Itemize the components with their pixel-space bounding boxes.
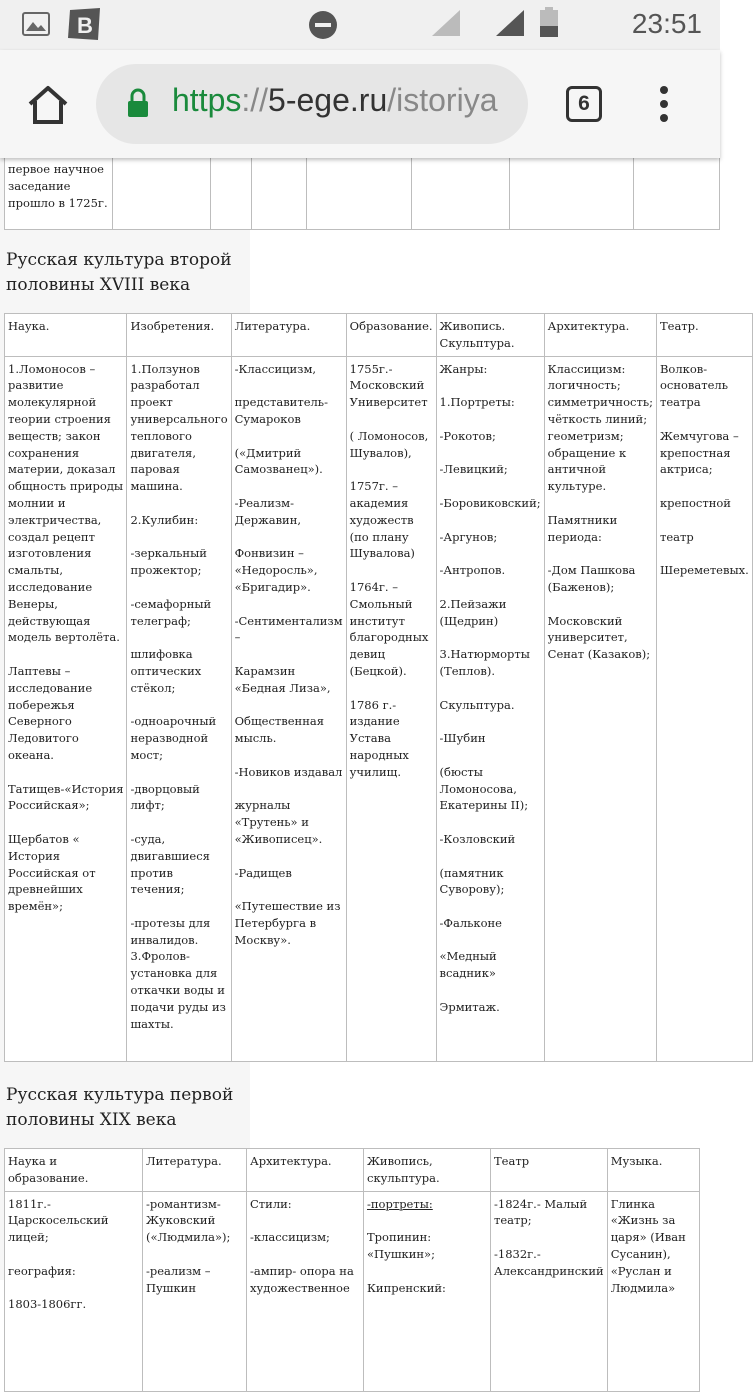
education-text: 1786 г.- издание Устава народных училищ. xyxy=(349,697,409,779)
cell-architecture xyxy=(247,1191,364,1391)
painting-text: 1.Портреты: xyxy=(439,395,515,410)
url-separator: :// xyxy=(241,82,269,118)
painting-text: (памятник Суворову); xyxy=(439,865,505,897)
section2-heading xyxy=(6,1083,233,1133)
status-time: 23:51 xyxy=(631,8,702,39)
section1-title-line2: половины XVIII века xyxy=(6,275,191,295)
music-text: Глинка «Жизнь за царя» (Иван Сусанин), «Руслан и Людмила» xyxy=(610,1196,686,1295)
inventions-text: -одноарочный неразводной мост; xyxy=(130,714,217,762)
literature-text: -реализм – Пушкин xyxy=(146,1263,211,1295)
section2-title-line1: Русская культура первой xyxy=(6,1085,234,1105)
inventions-text: -зеркальный прожектор; xyxy=(130,546,207,578)
inventions-text: 3.Фролов-установка для откачки воды и подачи руды из шахты. xyxy=(130,949,226,1031)
lock-icon xyxy=(126,88,150,118)
theatre-text: -1832г.- Александринский xyxy=(494,1246,604,1278)
top-cell-line-2: заседание xyxy=(8,178,71,193)
architecture-text: Стили: xyxy=(250,1196,292,1211)
header-literature: Литература. xyxy=(231,314,346,357)
painting-text: -Антропов. xyxy=(439,563,506,578)
section1-heading xyxy=(6,248,232,298)
painting-text: Скульптура. xyxy=(439,697,515,712)
painting-text: -портреты: xyxy=(367,1196,433,1211)
painting-text: -Левицкий; xyxy=(439,462,508,477)
education-text: 1755г.-Московский Университет xyxy=(349,361,428,410)
science-text: Татищев-«История Российская»; xyxy=(8,781,124,813)
education-text: 1757г. – академия художеств (по плану Шувалова) xyxy=(349,479,415,561)
science-text: Щербатов « История Российская от древнейших времён»; xyxy=(8,831,96,914)
svg-text:B: B xyxy=(77,13,93,38)
top-cell-line-1: первое научное xyxy=(8,162,104,176)
painting-text: -Козловский xyxy=(439,831,516,846)
section1-table xyxy=(4,313,753,1062)
painting-text: -Аргунов; xyxy=(439,529,498,544)
cell-science xyxy=(5,356,127,1061)
cell-inventions xyxy=(127,356,231,1061)
literature-text: -Реализм-Державин, xyxy=(234,495,302,527)
header-inventions: Изобретения. xyxy=(127,314,231,357)
science-education-text: 1803-1806гг. xyxy=(8,1297,87,1312)
painting-text: -Фальконе xyxy=(439,915,502,930)
education-text: ( Ломоносов, Шувалов), xyxy=(349,428,429,460)
header-science-education: Наука и образование. xyxy=(5,1149,143,1192)
inventions-text: -дворцовый лифт; xyxy=(130,781,200,813)
architecture-text: Классицизм: логичность; симметричность; чёткость линий; геометризм; обращение к античной культуре. xyxy=(547,361,653,494)
header-literature: Литература. xyxy=(143,1149,247,1192)
overflow-menu-icon[interactable] xyxy=(656,84,672,124)
painting-text: Кипренский: xyxy=(367,1280,446,1295)
page-content xyxy=(0,158,749,1312)
literature-text: «Путешествие из Петербурга в Москву». xyxy=(234,899,341,947)
url-path: /istoriya xyxy=(387,82,498,118)
url-domain: 5-ege.ru xyxy=(268,82,388,118)
battery-icon xyxy=(538,6,560,38)
science-education-text: 1811г.- Царскосельский лицей; xyxy=(8,1196,109,1245)
image-icon xyxy=(22,12,50,36)
b-app-icon xyxy=(66,6,102,42)
architecture-text: -ампир- опора на художественное xyxy=(250,1263,354,1295)
painting-text: Тропинин: «Пушкин»; xyxy=(367,1230,435,1261)
inventions-text: -суда, двигавшиеся против течения; xyxy=(130,831,210,897)
painting-text: «Медный всадник» xyxy=(439,949,497,981)
browser-toolbar xyxy=(0,50,720,158)
url-scheme: https xyxy=(172,82,242,118)
tab-switcher-button[interactable] xyxy=(566,86,602,122)
header-architecture: Архитектура. xyxy=(544,314,656,357)
cell-theatre xyxy=(656,356,752,1061)
science-text: 1.Ломоносов – развитие молекулярной теории строения веществ; закон сохранения материи, доказал общность природы молнии и электричества, создал рецепт изготовления смальты, исследование Венеры, действующая модель вертолёта. xyxy=(8,361,124,645)
inventions-text: шлифовка оптических стёкол; xyxy=(130,647,202,695)
theatre-text: театр xyxy=(659,529,694,544)
section2-title-line2: половины XIX века xyxy=(6,1110,177,1130)
painting-text: Жанры: xyxy=(439,361,488,376)
theatre-text: -1824г.- Малый театр; xyxy=(494,1196,588,1228)
cell-literature xyxy=(231,356,346,1061)
top-cell-line-3: прошло в 1725г. xyxy=(8,195,108,210)
inventions-text: 2.Кулибин: xyxy=(130,512,199,527)
cell-literature xyxy=(143,1191,247,1391)
signal-empty-icon xyxy=(430,8,462,38)
science-education-text: география: xyxy=(8,1263,76,1278)
education-text: 1764г. – Смольный институт благородных девиц (Бецкой). xyxy=(349,579,429,678)
literature-text: Общественная мысль. xyxy=(234,714,324,746)
painting-text: -Рокотов; xyxy=(439,428,496,443)
literature-text: -Сентиментализм – xyxy=(234,613,343,645)
inventions-text: 1.Ползунов разработал проект универсального теплового двигателя, паровая машина. xyxy=(130,361,228,494)
architecture-text: -классицизм; xyxy=(250,1230,330,1245)
painting-text: Эрмитаж. xyxy=(439,999,500,1014)
do-not-disturb-icon xyxy=(308,10,338,40)
address-bar[interactable] xyxy=(96,64,528,144)
architecture-text: Московский университет, Сенат (Казаков); xyxy=(547,613,651,662)
literature-text: представитель-Сумароков xyxy=(234,395,328,426)
top-table-cell xyxy=(5,149,113,230)
signal-icon xyxy=(494,8,526,38)
architecture-text: Памятники периода: xyxy=(547,512,618,544)
science-text: Лаптевы – исследование побережья Северного Ледовитого океана. xyxy=(8,663,93,762)
literature-text: журналы «Трутень» и «Живописец». xyxy=(234,798,323,846)
section2-table xyxy=(4,1148,700,1392)
cell-theatre xyxy=(491,1191,608,1391)
painting-text: 2.Пейзажи (Щедрин) xyxy=(439,596,507,628)
url-text[interactable] xyxy=(172,82,497,119)
header-theatre: Театр. xyxy=(656,314,752,357)
literature-text: -Новиков издавал xyxy=(234,764,343,779)
home-icon[interactable] xyxy=(26,84,70,126)
literature-text: Фонвизин – «Недоросль», «Бригадир». xyxy=(234,546,318,594)
tab-count: 6 xyxy=(578,92,590,115)
painting-text: -Шубин xyxy=(439,731,486,746)
cell-painting xyxy=(436,356,544,1061)
architecture-text: -Дом Пашкова (Баженов); xyxy=(547,563,636,594)
theatre-text: Шереметевых. xyxy=(659,563,749,578)
literature-text: Карамзин «Бедная Лиза», xyxy=(234,663,331,695)
header-painting: Живопись, скульптура. xyxy=(364,1149,491,1192)
literature-text: -романтизм- Жуковский («Людмила»); xyxy=(146,1196,231,1245)
cell-architecture xyxy=(544,356,656,1061)
header-science: Наука. xyxy=(5,314,127,357)
section1-title-line1: Русская культура второй xyxy=(6,250,232,270)
header-music: Музыка. xyxy=(607,1149,699,1192)
inventions-text: -протезы для инвалидов. xyxy=(130,915,211,947)
cell-science-education xyxy=(5,1191,143,1391)
header-architecture: Архитектура. xyxy=(247,1149,364,1192)
inventions-text: -семафорный телеграф; xyxy=(130,596,212,628)
header-education: Образование. xyxy=(346,314,436,357)
literature-text: -Радищев xyxy=(234,865,292,880)
literature-text: («Дмитрий Самозванец»). xyxy=(234,445,323,477)
cell-painting xyxy=(364,1191,491,1391)
cell-education xyxy=(346,356,436,1061)
top-table xyxy=(4,148,720,230)
theatre-text: Жемчугова – крепостная актриса; xyxy=(659,428,739,477)
painting-text: -Боровиковский; xyxy=(439,495,541,510)
header-theatre: Театр xyxy=(491,1149,608,1192)
theatre-text: Волков-основатель театра xyxy=(659,361,728,410)
theatre-text: крепостной xyxy=(659,495,731,510)
status-bar xyxy=(0,0,720,50)
painting-text: (бюсты Ломоносова, Екатерины II); xyxy=(439,764,529,813)
painting-text: 3.Натюрморты (Теплов). xyxy=(439,647,530,678)
header-painting: Живопись. Скульптура. xyxy=(436,314,544,357)
cell-music xyxy=(607,1191,699,1391)
literature-text: -Классицизм, xyxy=(234,361,317,376)
